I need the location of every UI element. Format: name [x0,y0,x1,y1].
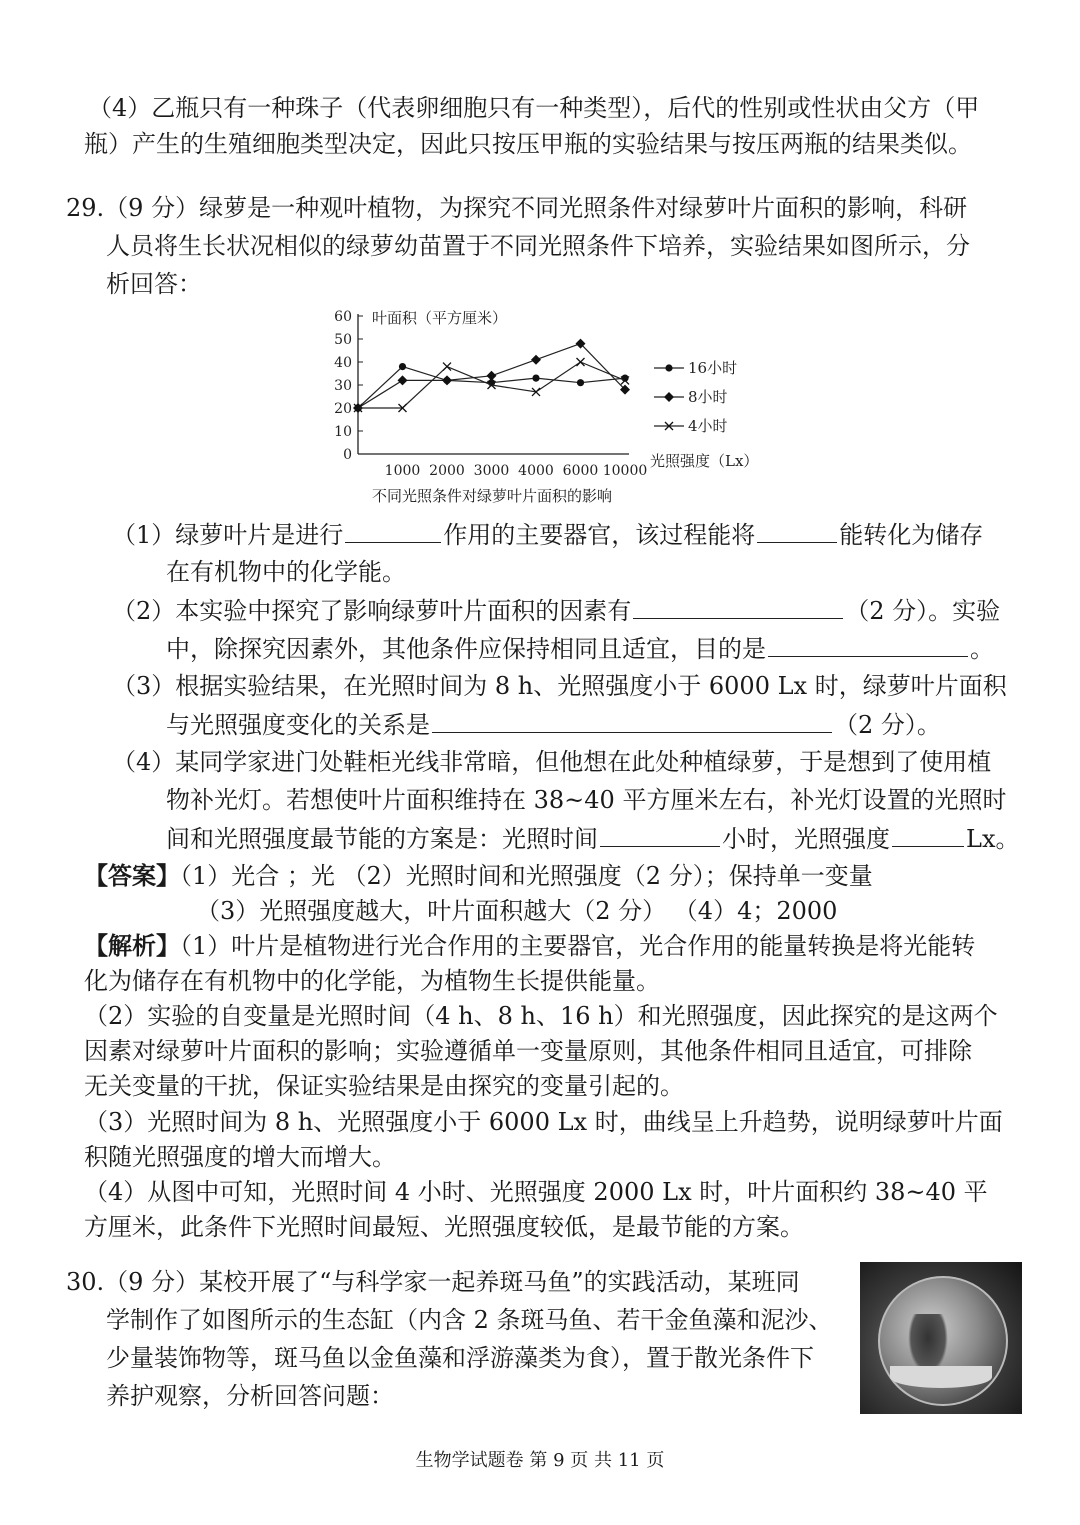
text-line: 析回答： [106,270,202,298]
data-point [665,364,672,371]
answer-blank[interactable] [768,632,968,657]
y-tick-label: 40 [334,355,352,371]
x-tick-label: 3000 [473,463,510,479]
text-line: （2）实验的自变量是光照时间（4 h、8 h、16 h）和光照强度，因此探究的是这两个 [84,1002,998,1030]
text-line: 人员将生长状况相似的绿萝幼苗置于不同光照条件下培养，实验结果如图所示，分 [106,232,970,260]
y-tick-label: 30 [334,378,352,394]
analysis-line: 【解析】（1）叶片是植物进行光合作用的主要器官，光合作用的能量转换是将光能转 [84,931,976,960]
data-point [442,375,452,385]
data-point [577,379,584,386]
text-line: 中，除探究因素外，其他条件应保持相同且适宜，目的是 。 [166,632,994,665]
y-tick-label: 10 [334,424,352,440]
text-line: 学制作了如图所示的生态缸（内含 2 条斑马鱼、若干金鱼藻和泥沙、 [106,1306,833,1334]
text-line: 物补光灯。若想使叶片面积维持在 38~40 平方厘米左右，补光灯设置的光照时 [166,786,1007,814]
data-point [532,375,539,382]
y-tick-label: 50 [334,332,352,348]
data-point [487,371,497,381]
answer-line: 【答案】（1）光合 ；光 （2）光照时间和光照强度（2 分）；保持单一变量 [84,861,873,890]
y-tick-label: 60 [334,309,352,325]
answer-blank[interactable] [757,518,837,543]
data-point [531,355,541,365]
y-tick-label: 0 [343,447,352,463]
y-tick-label: 20 [334,401,352,417]
text-line: 养护观察，分析回答问题： [106,1382,394,1410]
data-point [443,363,451,371]
sub-question-3: （3）根据实验结果，在光照时间为 8 h、光照强度小于 6000 Lx 时，绿萝叶片面积 [112,672,1007,700]
text-line: 与光照强度变化的关系是 （2 分）。 [166,708,941,741]
text-line: 因素对绿萝叶片面积的影响；实验遵循单一变量原则，其他条件相同且适宜，可排除 [84,1037,972,1065]
answer-blank[interactable] [633,594,843,619]
text-line: 无关变量的干扰，保证实验结果是由探究的变量引起的。 [84,1072,684,1100]
legend-label: 8小时 [688,388,728,406]
x-tick-label: 2000 [429,463,465,479]
answer-blank[interactable] [892,822,964,847]
text-line: （4）从图中可知，光照时间 4 小时、光照强度 2000 Lx 时，叶片面积约 38~40 平 [84,1178,988,1206]
text-line: 在有机物中的化学能。 [166,558,406,586]
sub-question-4: （4）某同学家进门处鞋柜光线非常暗，但他想在此处种植绿萝，于是想到了使用植 [112,748,992,776]
x-tick-label: 10000 [602,463,648,479]
sub-question-1: （1）绿萝叶片是进行 作用的主要器官，该过程能将 能转化为储存 [112,518,983,551]
legend-label: 16小时 [688,359,738,377]
text-line: 积随光照强度的增大而增大。 [84,1143,396,1171]
y-axis-label: 叶面积（平方厘米） [372,309,508,327]
analysis-label: 【解析】 [84,931,180,960]
x-tick-label: 1000 [384,463,421,479]
text-line: 化为储存在有机物中的化学能，为植物生长提供能量。 [84,967,660,995]
line-chart [320,302,770,517]
x-tick-label: 6000 [562,463,599,479]
x-axis-label: 光照强度（Lx） [650,452,759,470]
answer-blank[interactable] [345,518,441,543]
sub-question-2: （2）本实验中探究了影响绿萝叶片面积的因素有 （2 分）。实验 [112,594,1000,627]
question-29-stem: 29.（9 分）绿萝是一种观叶植物，为探究不同光照条件对绿萝叶片面积的影响，科研 [66,194,968,222]
text-line: （4）乙瓶只有一种珠子（代表卵细胞只有一种类型），后代的性别或性状由父方（甲 [88,94,980,122]
chart-title: 不同光照条件对绿萝叶片面积的影响 [372,487,613,505]
text-line: （3）光照时间为 8 h、光照强度小于 6000 Lx 时，曲线呈上升趋势，说明绿萝叶片面 [84,1108,1003,1136]
page-footer: 生物学试题卷 第 9 页 共 11 页 [415,1450,665,1471]
data-point [577,358,585,366]
answer-blank[interactable] [432,708,832,733]
legend-label: 4小时 [688,417,728,435]
answer-blank[interactable] [600,822,720,847]
fish-tank-photo [860,1262,1022,1414]
question-30-stem: 30.（9 分）某校开展了“与科学家一起养斑马鱼”的实践活动，某班同 [66,1268,800,1296]
text-line: （3）光照强度越大，叶片面积越大（2 分） （4）4；2000 [196,897,838,925]
text-line: 瓶）产生的生殖细胞类型决定，因此只按压甲瓶的实验结果与按压两瓶的结果类似。 [84,130,972,158]
data-point [399,363,406,370]
text-line: 间和光照强度最节能的方案是：光照时间 小时，光照强度 Lx。 [166,822,1019,855]
x-tick-label: 4000 [518,463,554,479]
data-point [398,375,408,385]
text-line: 方厘米，此条件下光照时间最短、光照强度较低，是最节能的方案。 [84,1213,804,1241]
answer-label: 【答案】 [84,861,180,890]
text-line: 少量装饰物等，斑马鱼以金鱼藻和浮游藻类为食），置于散光条件下 [106,1344,814,1372]
data-point [664,392,674,402]
